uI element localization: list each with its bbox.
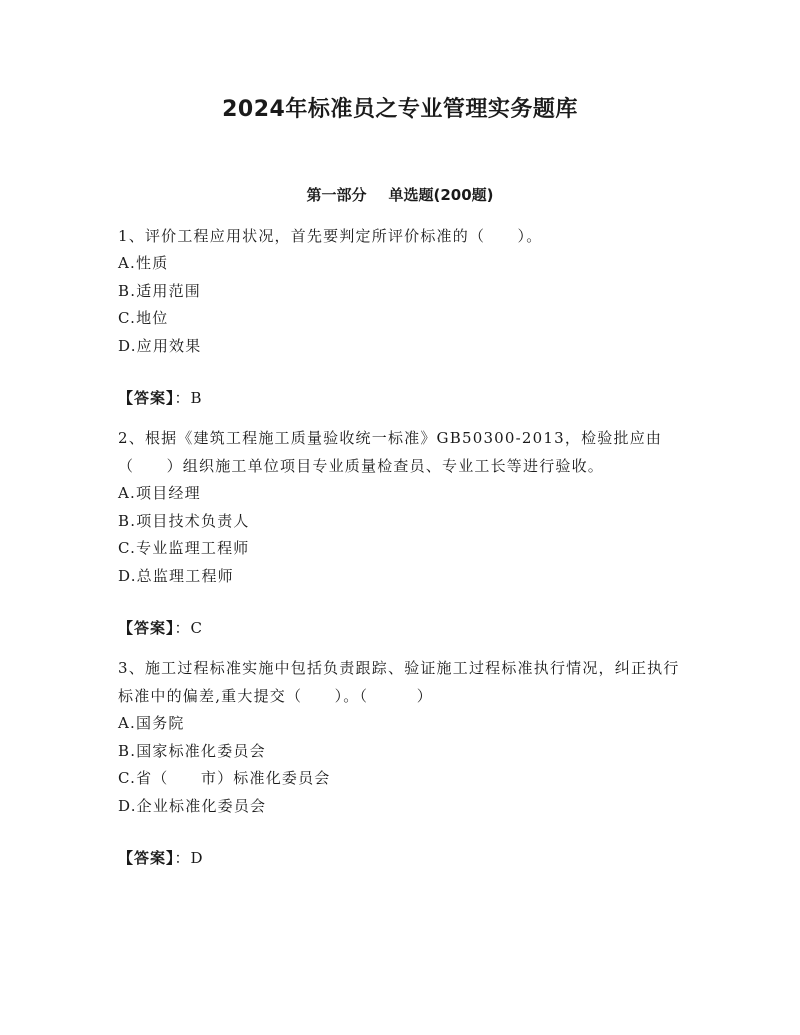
answer-label: 【答案】: [118, 619, 175, 637]
answer-value: D: [190, 849, 204, 867]
question-text: 3、施工过程标准实施中包括负责跟踪、验证施工过程标准执行情况，纠正执行标准中的偏差,重大提交（ ）。（ ）: [118, 659, 680, 705]
option-a: A.项目经理: [118, 484, 201, 502]
answer-label: 【答案】: [118, 389, 175, 407]
question-1: [118, 222, 683, 360]
answer-separator: ：: [174, 849, 191, 867]
section-name: 单选题(200题): [388, 186, 494, 204]
question-text: 1、评价工程应用状况，首先要判定所评价标准的（ ）。: [118, 227, 543, 245]
question-3: [118, 654, 683, 820]
option-b: B.项目技术负责人: [118, 511, 250, 530]
option-b: B.国家标准化委员会: [118, 741, 266, 760]
section-part: 第一部分: [306, 186, 367, 204]
answer-value: C: [190, 619, 204, 637]
question-text: 2、根据《建筑工程施工质量验收统一标准》GB50300-2013，检验批应由（ ）组织施工单位项目专业质量检查员、专业工长等进行验收。: [118, 429, 663, 475]
question-list: [118, 222, 683, 884]
answer-label: 【答案】: [118, 849, 175, 867]
option-a: A.性质: [118, 254, 169, 272]
option-a: A.国务院: [118, 714, 185, 732]
page-title: 2024年标准员之专业管理实务题库: [222, 97, 578, 122]
option-c: C.专业监理工程师: [118, 539, 250, 557]
option-c: C.地位: [118, 309, 169, 327]
option-b: B.适用范围: [118, 281, 201, 300]
answer-2: [118, 614, 683, 642]
question-2: [118, 424, 683, 590]
option-d: D.总监理工程师: [118, 566, 234, 585]
option-c: C.省（ 市）标准化委员会: [118, 769, 331, 787]
option-d: D.企业标准化委员会: [118, 796, 267, 815]
answer-1: [118, 384, 683, 412]
section-title: [0, 184, 800, 205]
option-d: D.应用效果: [118, 336, 202, 355]
answer-separator: ：: [174, 389, 191, 407]
answer-separator: ：: [174, 619, 191, 637]
answer-value: B: [190, 389, 203, 407]
answer-3: [118, 844, 683, 872]
